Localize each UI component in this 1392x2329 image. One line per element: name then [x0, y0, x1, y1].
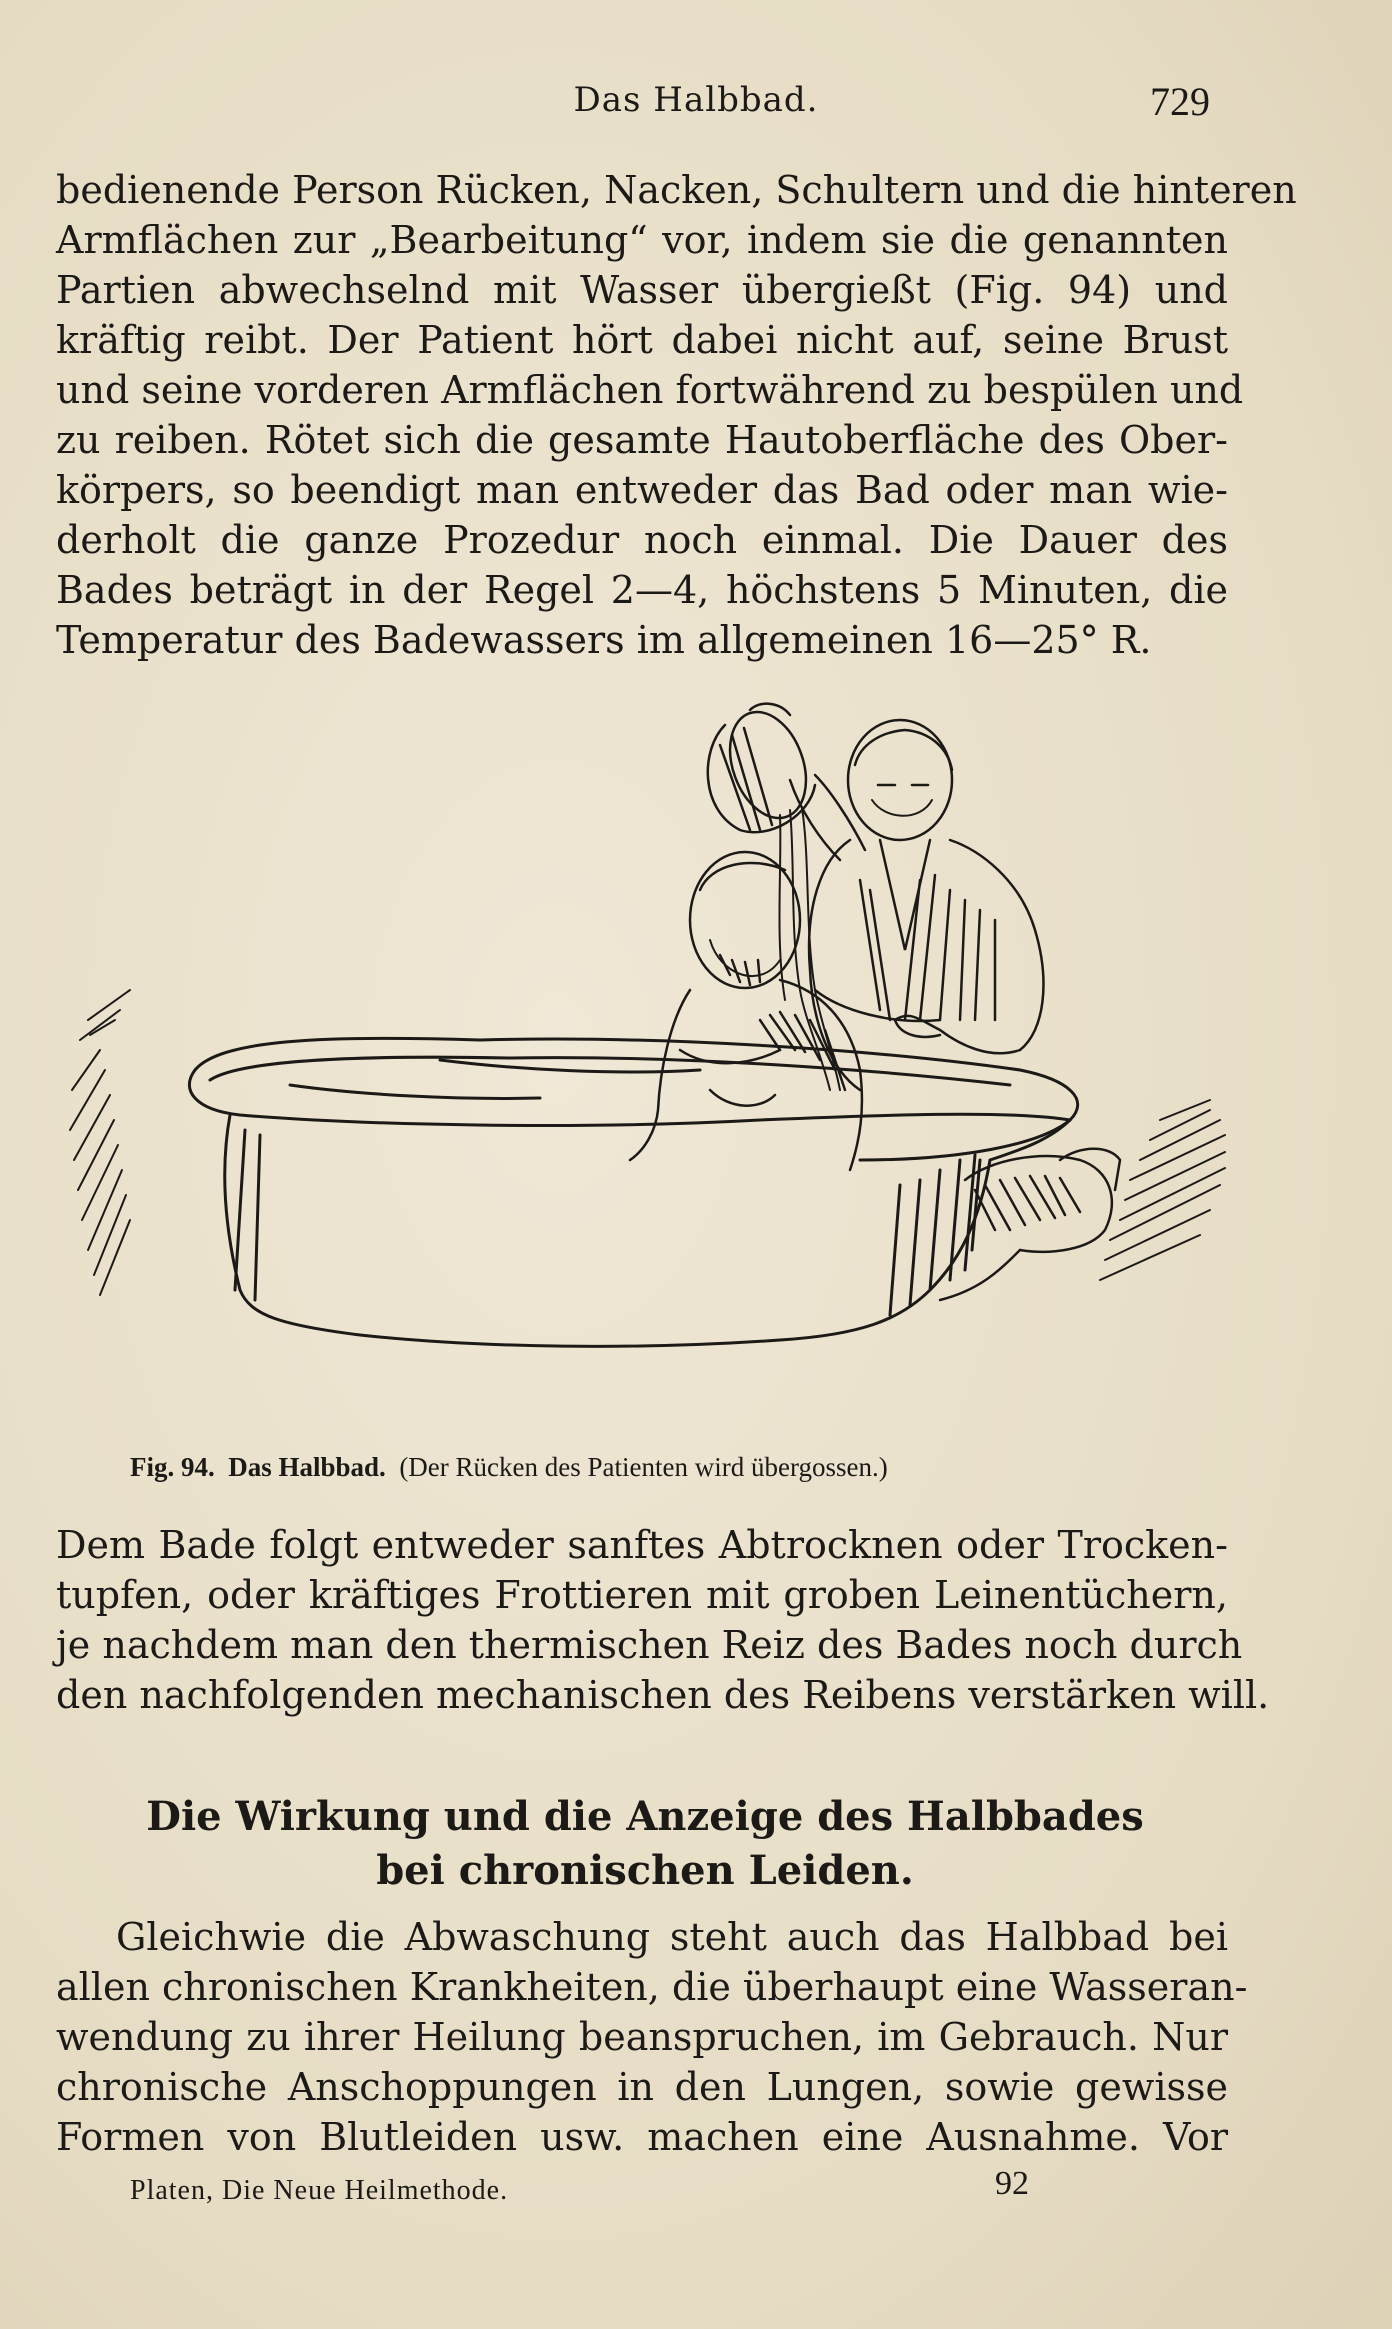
attendant-figure [790, 720, 1043, 1090]
text-line: Partien abwechselnd mit Wasser übergießt (Fig. 94) und [56, 268, 1228, 312]
floor-hatching-left [70, 990, 130, 1295]
figure-caption [130, 1452, 1180, 1483]
paragraph-2 [56, 1520, 1270, 1720]
running-header: Das Halbbad. [573, 80, 819, 120]
text-line: bedienende Person Rücken, Nacken, Schultern und die hinteren [56, 168, 1297, 212]
text-line: Gleichwie die Abwaschung steht auch das Halbbad bei [116, 1915, 1228, 1959]
signature-mark: 92 [995, 2165, 1029, 2202]
heading-line: bei chronischen Leiden. [376, 1847, 914, 1894]
heading-line: Die Wirkung und die Anzeige des Halbbades [146, 1793, 1144, 1840]
attendant-legs [940, 1149, 1120, 1300]
caption-title: Das Halbbad. [228, 1452, 386, 1482]
bath-illustration [60, 690, 1240, 1430]
text-line: körpers, so beendigt man entweder das Bad oder man wie- [56, 468, 1228, 512]
caption-label: Fig. 94. [130, 1452, 215, 1482]
floor-hatching-right [1100, 1100, 1225, 1280]
text-line: Bades beträgt in der Regel 2—4, höchstens 5 Minuten, die [56, 568, 1228, 612]
text-line: zu reiben. Rötet sich die gesamte Hautoberfläche des Ober- [56, 418, 1228, 462]
page-number: 729 [1150, 79, 1210, 124]
text-line: Dem Bade folgt entweder sanftes Abtrocknen oder Trocken- [56, 1523, 1228, 1567]
text-line: Formen von Blutleiden usw. machen eine Ausnahme. Vor [56, 2115, 1228, 2159]
bather-figure [630, 852, 862, 1170]
caption-note: (Der Rücken des Patienten wird übergossen.) [399, 1452, 888, 1482]
text-line: je nachdem man den thermischen Reiz des Bades noch durch [56, 1623, 1243, 1667]
paragraph-3 [56, 1912, 1248, 2162]
footer-imprint: Platen, Die Neue Heilmethode. [130, 2175, 509, 2206]
text-line: tupfen, oder kräftiges Frottieren mit groben Leinentüchern, [56, 1573, 1228, 1617]
text-line: derholt die ganze Prozedur noch einmal. Die Dauer des [56, 518, 1228, 562]
text-line: kräftig reibt. Der Patient hört dabei nicht auf, seine Brust [56, 318, 1228, 362]
section-heading [60, 1790, 1230, 1898]
text-line: den nachfolgenden mechanischen des Reibens verstärken will. [56, 1673, 1270, 1717]
text-line: Temperatur des Badewassers im allgemeinen 16—25° R. [56, 618, 1152, 662]
text-line: wendung zu ihrer Heilung beanspruchen, im Gebrauch. Nur [56, 2015, 1228, 2059]
text-line: chronische Anschoppungen in den Lungen, sowie gewisse [56, 2065, 1228, 2109]
text-line: und seine vorderen Armflächen fortwährend zu bespülen und [56, 368, 1244, 412]
paragraph-1 [56, 165, 1297, 665]
text-line: Armflächen zur „Bearbeitung“ vor, indem sie die genannten [56, 218, 1228, 262]
text-line: allen chronischen Krankheiten, die überhaupt eine Wasseran- [56, 1965, 1248, 2009]
